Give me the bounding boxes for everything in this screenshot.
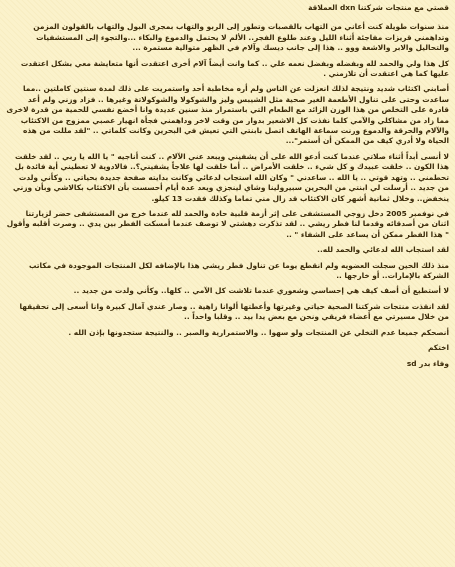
paragraph: لا أستطيع أن أصف كيف هي إحساسي وشعوري عندما تلاشت كل الآمي .. كلها.. وكأني ولدت من جديد .. — [73, 286, 449, 296]
closing-text: اختكم — [428, 342, 449, 352]
paragraph: لا أنسى أبداً أثناء صلاتي عندما كنت أدعو الله على أن يشفيني ويبعد عني الآلام .. كنت أناجيه " يا الله يا ربي .. لقد خلقت هذا الكون .. خلقت عبيدك و كل شيء .. خلقت الأمراض .. أما خلقت لها علاجاً يشفيني؟.. فالادوية لا تعطيني أية فائدة بل تحطمني .. وتهد قوتي .. يا الله .. ساعدني " وكان الله استجاب لدعائي وكانت بدايته صفحة جديدة بحياتي .. وكأني ولدت من جديد .. أرسلت لي ابنتي من البحرين سبيرولينا وشاي لينجزي ويعد عدة أيام أحسست بأن الاكتئاب بكالاشي وبأن وزني ينخفض.. وخلال ثمانية أشهر كان الاكتئاب قد زال مني تماما وكذلك فقدت 13 كيلو. — [12, 151, 449, 203]
paragraph: منذ ذلك الحين سجلت العضويه ولم انقطع يوما عن تناول فطر ريشي هذا بالإضافه لكل المنتجات الموجودة في مكاتب الشركة بالإمارات.. أو خارجها .. — [28, 260, 449, 280]
paragraph: لقد استجاب الله لدعائي والحمد لله.. — [317, 245, 449, 255]
paragraph: أصابني اكتئاب شديد ونتيجة لذلك انعزلت عن الناس ولم أره مخاطبة أحد واستمريت على ذلك لمدة سنتين كاملتين ..مما ساعدت وحتى على تناول الأطعمة الغير صحية مثل الشيبس وليز والشوكولا والشوكولاتة وغيرها .. فزاد وزني ولم أعد قادرة على التخلص من هذا الوزن الزائد مع الطعام التي باستمرار منذ سنين عديدة وانا أخضع نفسي للحمية من قدرة لاخرى مما زاد من مشاكلي والآمي كلما نفذت كل الاشعير بدوار من وقت لاخر وداهمني فجأة انهيار عصبي ممزوج من الاكتئاب والآلام والحرقة والدموع ورنت سماعة الهاتف اتصل بابنتي التي تعيش في البحرين وكانت كلماتي .. "لقد مللت من هذه الحياة ولا أدري كيف من الممكن أن أستمر"... — [6, 84, 449, 146]
paragraph: في نوفمبر 2005 دخل زوجي المستشفى على إثر أزمة قلبية حادة والحمد لله عندما خرج من المستشفى حضر لزيارتنا اثنان من أصدقائه وقدما لنا فطر ريشي .. لقد تذكرت دهشتي لا توصف عندما أمسكت الفطر بين يدي .. وصرت أقلبه وأقول " هذا الفطر ممكن أن يساعد على الشفاء " .. — [6, 208, 449, 239]
paragraph: كل هذا ولي والحمد لله وبفضله وبفضل نعمه علي .. كما وانت أيضاً آلام أخرى اعتقدت أنها متعايشة معي بشكل اعتقدت عليها كما هي اعتقدت أن تلازمني . — [20, 58, 449, 79]
paragraph: أنصحكم جميعا عدم التخلي عن المنتجات ولو سهوا .. والاستمرارية والصبر .. والنتيجة ستجدونها بإذن الله . — [68, 327, 449, 337]
paragraph: منذ سنوات طويلة كنت أعاني من التهاب بالقصبات وتطور إلى الربو والتهاب بمجرى البول والتهاب بالقولون المزمن وتداهمني قريزات مفاجئة أثناء الليل وعند طلوع الفجر.. الألم لا يحتمل والدموع والبكاء ...والتجوء إلى المستشفيات والتحاليل والابر والاشعة ووو .. هذا إلى جانب ديسك وآلام في الظهر متوالية مستمرة ... — [33, 22, 449, 53]
paragraph: لقد انقذت منتجات شركتنا الصحية حياتي وغيرتها وأعطتها ألوانا زاهية .. وصار عندي آمال كبيرة وانا أسعى إلى تحقيقها من خلال مسيرتي مع أعضاء فريقي ونحن مع بعض يدا بيد .. وقلبا واحداً .. — [19, 301, 449, 322]
signature: وفاء بدر sd — [406, 359, 449, 369]
document-title: قصتي مع منتجات شركتنا dxn العملاقة — [308, 3, 449, 12]
